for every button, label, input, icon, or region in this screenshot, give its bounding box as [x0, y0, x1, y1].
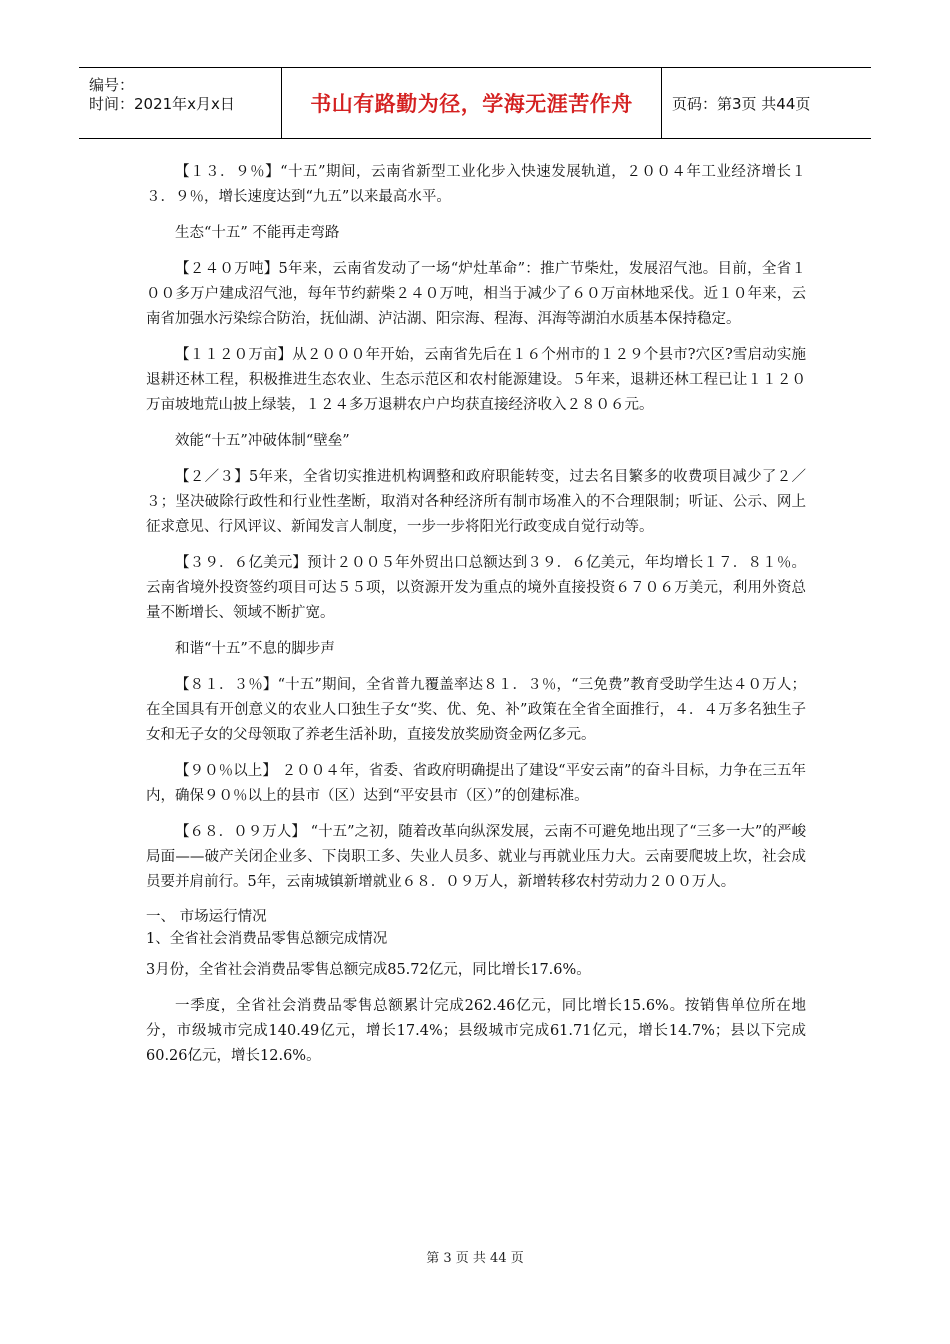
paragraph-q1-retail: 一季度，全省社会消费品零售总额累计完成262.46亿元，同比增长15.6%。按销售单位所在地分，市级城市完成140.49亿元，增长17.4%；县级城市完成61.71亿元，增长14.7%；县以下完成60.26亿元，增长12.6%。 — [146, 998, 806, 1064]
page-header — [79, 67, 871, 139]
paragraph-employment: 【６８．０９万人】 “十五”之初，随着改革向纵深发展，云南不可避免地出现了“三多一大”的严峻局面——破产关闭企业多、下岗职工多、失业人员多、就业与再就业压力大。云南要爬坡上坎，社会成员要并肩前行。5年，云南城镇新增就业６８．０９万人，新增转移农村劳动力２００万人。 — [146, 824, 806, 890]
paragraph-trade: 【３９．６亿美元】预计２００５年外贸出口总额达到３９．６亿美元，年均增长１７．８１％。云南省境外投资签约项目可达５５项，以资源开发为重点的境外直接投资６７０６万美元，利用外资总量不断增长、领域不断扩宽。 — [146, 555, 806, 621]
paragraph-safety: 【９０％以上】 ２００４年，省委、省政府明确提出了建设“平安云南”的奋斗目标，力争在三五年内，确保９０％以上的县市（区）达到“平安县市（区）”的创建标准。 — [146, 763, 806, 804]
subheading-efficiency: 效能“十五”冲破体制“壁垒” — [175, 433, 350, 449]
paragraph-firewood: 【２４０万吨】5年来，云南省发动了一场“炉灶革命”：推广节柴灶，发展沼气池。目前，全省１００多万户建成沼气池，每年节约薪柴２４０万吨，相当于减少了６０万亩林地采伐。近１０年来，云南省加强水污染综合防治，抚仙湖、泸沽湖、阳宗海、程海、洱海等湖泊水质基本保持稳定。 — [146, 261, 806, 327]
paragraph-fees: 【２／３】5年来，全省切实推进机构调整和政府职能转变，过去名目繁多的收费项目减少了２／３；坚决破除行政性和行业性垄断，取消对各种经济所有制市场准入的不合理限制；听证、公示、网上征求意见、行风评议、新闻发言人制度，一步一步将阳光行政变成自觉行动等。 — [146, 469, 806, 535]
paragraph-education: 【８１．３％】“十五”期间，全省普九覆盖率达８１．３％，“三免费”教育受助学生达４０万人；在全国具有开创意义的农业人口独生子女“奖、优、免、补”政策在全省全面推行，４．４万多名独生子女和无子女的父母领取了养老生活补助，直接发放奖励资金两亿多元。 — [146, 677, 806, 743]
header-motto-cell — [282, 68, 662, 138]
section-heading-retail: 1、全省社会消费品零售总额完成情况 — [146, 931, 388, 947]
header-date-label: 时间：2021年x月x日 — [89, 95, 235, 113]
header-page-label: 页码：第3页 共44页 — [672, 94, 811, 113]
header-number-label: 编号： — [89, 76, 135, 94]
section-heading-market: 一、 市场运行情况 — [146, 909, 267, 925]
header-motto: 书山有路勤为径，学海无涯苦作舟 — [310, 92, 633, 116]
subheading-harmony: 和谐“十五”不息的脚步声 — [175, 641, 335, 657]
document-body — [146, 160, 806, 1080]
paragraph-reforestation: 【１１２０万亩】从２０００年开始，云南省先后在１６个州市的１２９个县市?穴区?雪启动实施退耕还林工程，积极推进生态农业、生态示范区和农村能源建设。５年来，退耕还林工程已让１１２０万亩坡地荒山披上绿装，１２４多万退耕农户户均获直接经济收入２８０６元。 — [146, 347, 806, 413]
paragraph-march-retail: 3月份，全省社会消费品零售总额完成85.72亿元，同比增长17.6%。 — [146, 962, 591, 978]
paragraph-industry: 【１３．９％】“十五”期间，云南省新型工业化步入快速发展轨道，２００４年工业经济增长１３．９％，增长速度达到“九五”以来最高水平。 — [146, 164, 806, 205]
subheading-ecology: 生态“十五” 不能再走弯路 — [175, 225, 340, 241]
page-footer: 第 3 页 共 44 页 — [426, 1251, 524, 1266]
header-meta — [79, 68, 282, 138]
